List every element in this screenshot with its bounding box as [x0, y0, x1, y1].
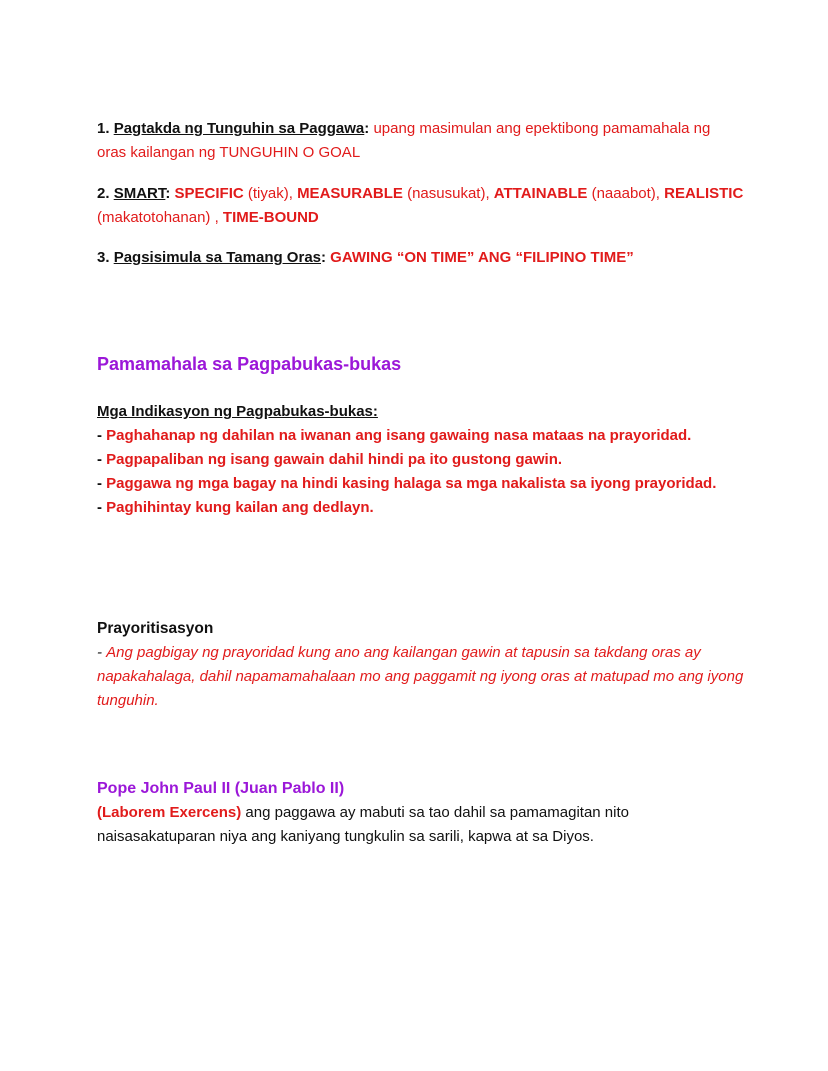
- bullet-text: Pagpapaliban ng isang gawain dahil hindi pa ito gustong gawin.: [106, 451, 563, 468]
- smart-measurable-translation: (nasusukat),: [407, 185, 490, 202]
- bullet-dash: -: [97, 427, 102, 444]
- prioritization-section: [97, 617, 745, 713]
- item3-description: GAWING “ON TIME” ANG “FILIPINO TIME”: [330, 249, 634, 266]
- prioritization-text: Ang pagbigay ng prayoridad kung ano ang kailangan gawin at tapusin sa takdang oras ay napakahalaga, dahil napamamahalaan mo ang paggamit ng iyong oras at matupad mo ang iyong tunguhin.: [97, 644, 744, 709]
- bullet-text: Paghahanap ng dahilan na iwanan ang isang gawaing nasa mataas na prayoridad.: [106, 427, 692, 444]
- bullet-dash: -: [97, 475, 102, 492]
- paragraph-dash: -: [97, 644, 102, 661]
- prioritization-paragraph: [97, 641, 745, 713]
- numbered-item-goal-setting: [97, 117, 717, 165]
- numbered-item-on-time: [97, 246, 807, 270]
- item1-number: 1.: [97, 120, 110, 137]
- section-heading-procrastination: Pamamahala sa Pagpabukas-bukas: [97, 354, 402, 374]
- bullet-text: Paggawa ng mga bagay na hindi kasing halaga sa mga nakalista sa iyong prayoridad.: [106, 475, 717, 492]
- indications-title: Mga Indikasyon ng Pagpabukas-bukas:: [97, 403, 378, 420]
- indications-section: [97, 400, 722, 520]
- pope-section: [97, 777, 745, 849]
- prioritization-title: Prayoritisasyon: [97, 620, 214, 637]
- bullet-dash: -: [97, 499, 102, 516]
- numbered-item-smart: [97, 182, 745, 230]
- list-item: [97, 424, 722, 448]
- smart-realistic: REALISTIC: [664, 185, 744, 202]
- item2-title: SMART: [113, 185, 166, 202]
- item3-colon: :: [321, 249, 326, 266]
- smart-specific: SPECIFIC: [174, 185, 244, 202]
- item1-title: Pagtakda ng Tunguhin sa Paggawa: [113, 120, 365, 137]
- smart-attainable-translation: (naaabot),: [591, 185, 660, 202]
- pope-title: Pope John Paul II (Juan Pablo II): [97, 780, 345, 797]
- pope-text: ang paggawa ay mabuti sa tao dahil sa pamamagitan nito naisasakatuparan niya ang kaniyang tungkulin sa sarili, kapwa at sa Diyos.: [97, 804, 629, 845]
- list-item: [97, 448, 722, 472]
- smart-realistic-translation: (makatotohanan) ,: [97, 209, 219, 226]
- encyclical-name: (Laborem Exercens): [97, 804, 242, 821]
- bullet-text: Paghihintay kung kailan ang dedlayn.: [106, 499, 374, 516]
- list-item: [97, 472, 722, 496]
- item2-number: 2.: [97, 185, 110, 202]
- smart-measurable: MEASURABLE: [297, 185, 403, 202]
- smart-specific-translation: (tiyak),: [247, 185, 293, 202]
- pope-paragraph: [97, 801, 745, 849]
- item3-title: Pagsisimula sa Tamang Oras: [113, 249, 321, 266]
- smart-timebound: TIME-BOUND: [222, 209, 319, 226]
- bullet-dash: -: [97, 451, 102, 468]
- item1-description: upang masimulan ang epektibong pamamahala ng oras kailangan ng TUNGUHIN O GOAL: [97, 120, 711, 161]
- list-item: [97, 496, 722, 520]
- item3-number: 3.: [97, 249, 110, 266]
- item1-colon: :: [364, 120, 370, 137]
- smart-attainable: ATTAINABLE: [493, 185, 588, 202]
- item2-colon: :: [165, 185, 171, 202]
